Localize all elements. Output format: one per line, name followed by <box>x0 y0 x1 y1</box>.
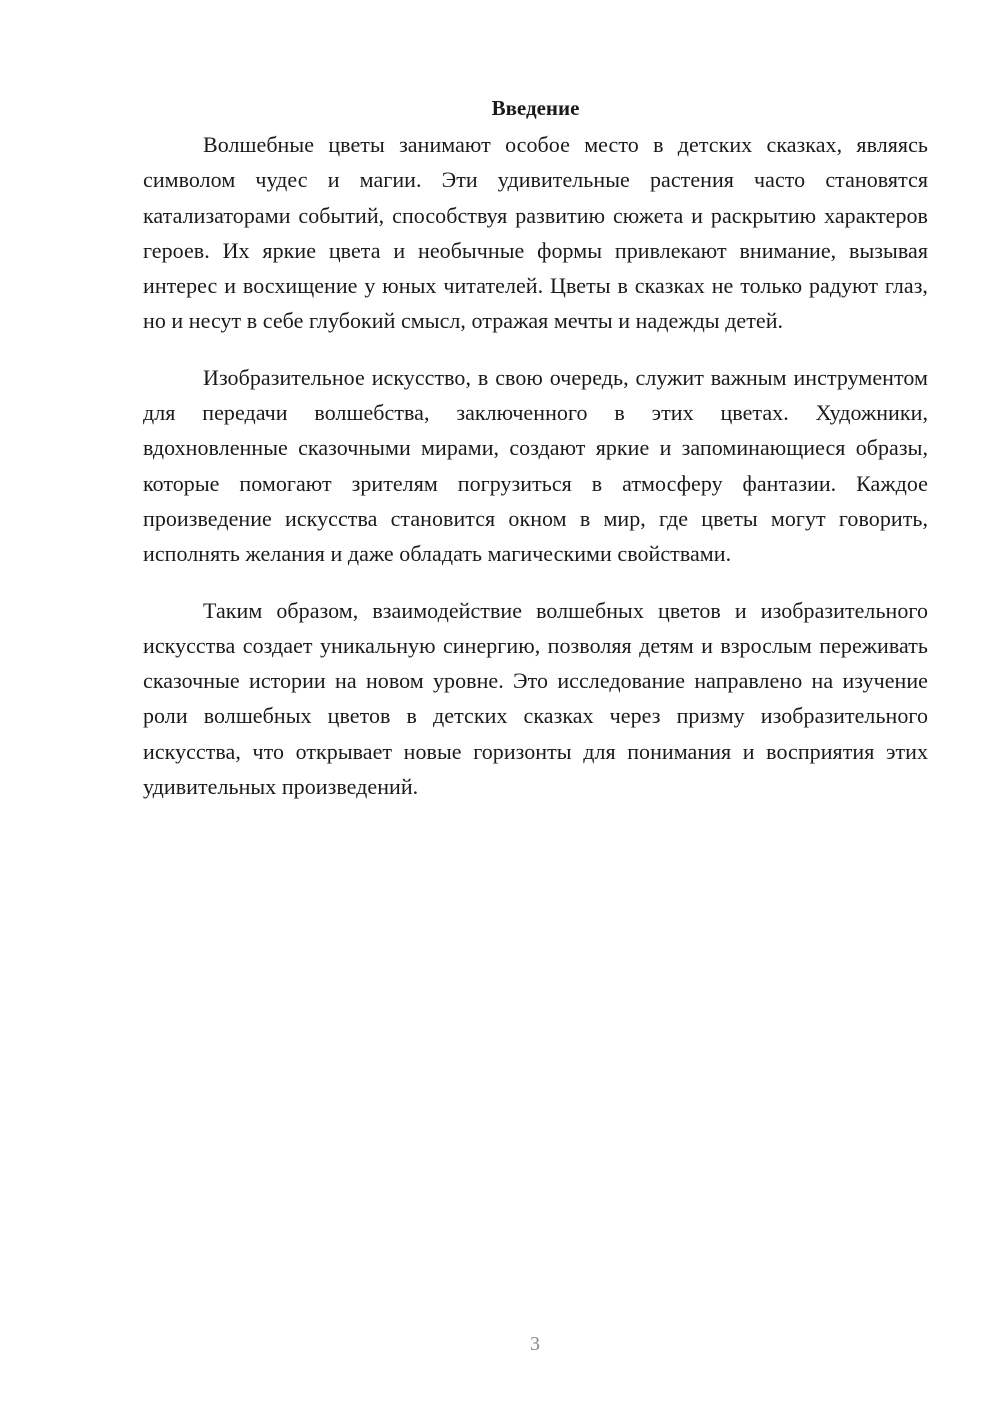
section-heading: Введение <box>491 96 580 120</box>
page-number: 3 <box>530 1333 540 1355</box>
paragraph-3: Таким образом, взаимодействие волшебных цветов и изобразительного искусства создает уникальную синергию, позволяя детям и взрослым переживать сказочные истории на новом уровне. Это исследование направлено на изучение роли волшебных цветов в детских сказках через призму изобразительного искусства, что открывает новые горизонты для понимания и восприятия этих удивительных произведений. <box>143 597 928 800</box>
paragraph-1: Волшебные цветы занимают особое место в детских сказках, являясь символом чудес и магии. Эти удивительные растения часто становятся катализаторами событий, способствуя развитию сюжета и раскрытию характеров героев. Их яркие цвета и необычные формы привлекают внимание, вызывая интерес и восхищение у юных читателей. Цветы в сказках не только радуют глаз, но и несут в себе глубокий смысл, отражая мечты и надежды детей. <box>143 132 928 334</box>
page-content <box>143 93 928 804</box>
paragraph-2: Изобразительное искусство, в свою очередь, служит важным инструментом для передачи волшебства, заключенного в этих цветах. Художники, вдохновленные сказочными мирами, создают яркие и запоминающиеся образы, которые помогают зрителям погрузиться в атмосферу фантазии. Каждое произведение искусства становится окном в мир, где цветы могут говорить, исполнять желания и даже обладать магическими свойствами. <box>143 364 928 567</box>
